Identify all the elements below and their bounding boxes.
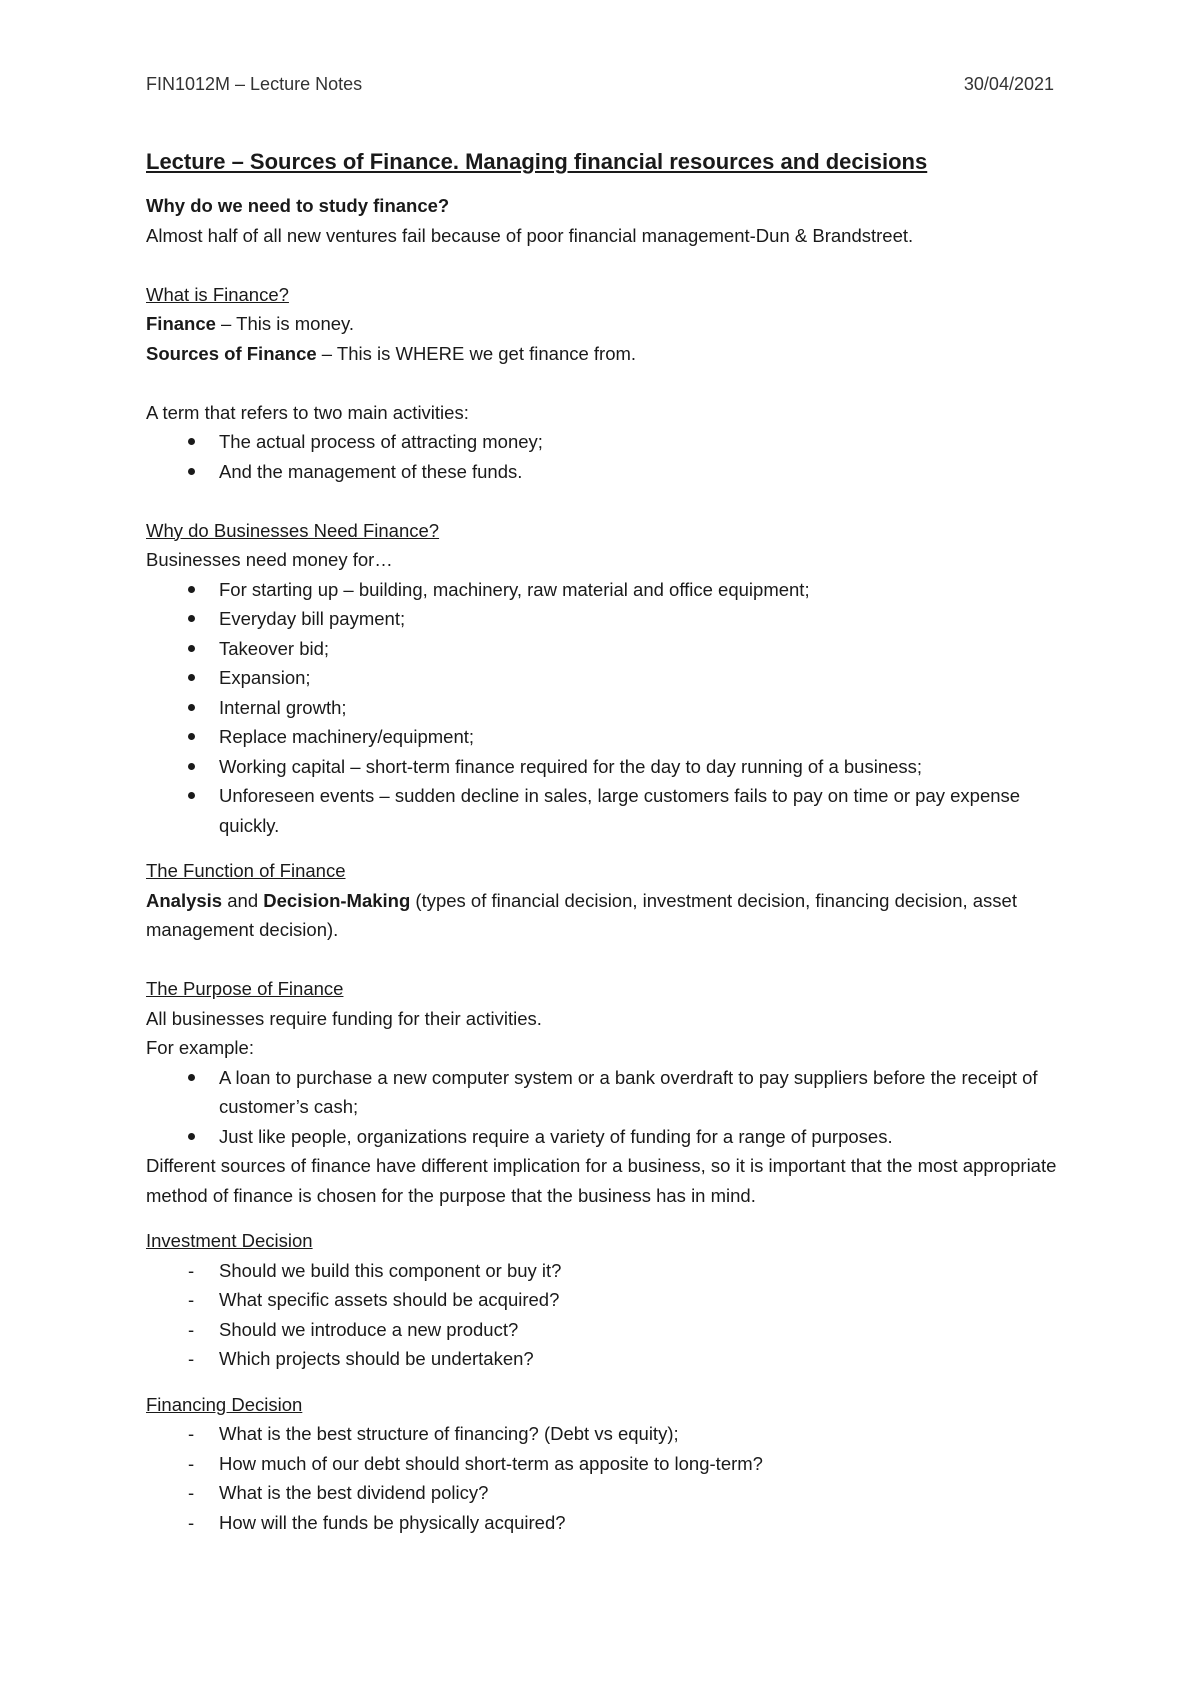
list-item: Just like people, organizations require a variety of funding for a range of purposes. [146, 1122, 1066, 1152]
business-needs-list [146, 575, 1066, 841]
list-item: Everyday bill payment; [146, 604, 1066, 634]
list-item: For starting up – building, machinery, raw material and office equipment; [146, 575, 1066, 605]
function-term-analysis: Analysis [146, 889, 223, 911]
list-item: - How will the funds be physically acquired? [146, 1508, 1066, 1538]
function-heading: The Function of Finance [146, 860, 346, 881]
why-businesses-intro: Businesses need money for… [146, 549, 393, 570]
purpose-closing: Different sources of finance have different implication for a business, so it is important that the most appropriate method of finance is chosen for the purpose that the business has in mind. [146, 1155, 1057, 1206]
header-course: FIN1012M – Lecture Notes [146, 74, 363, 94]
purpose-list [146, 1063, 1066, 1152]
function-and: and [222, 889, 264, 911]
financing-list [146, 1419, 1066, 1537]
list-item: - What is the best dividend policy? [146, 1478, 1066, 1508]
term-intro: A term that refers to two main activities: [146, 401, 469, 423]
purpose-line2: For example: [146, 1037, 254, 1058]
finance-def: – This is money. [215, 313, 355, 334]
list-item: - Which projects should be undertaken? [146, 1344, 1066, 1374]
sources-term: Sources of Finance [146, 342, 317, 364]
sources-def: – This is WHERE we get finance from. [316, 342, 637, 364]
activities-list [146, 427, 1066, 486]
list-item: - What is the best structure of financing? (Debt vs equity); [146, 1419, 1066, 1449]
function-text [146, 886, 1066, 945]
finance-definition [146, 309, 1066, 339]
list-item: - Should we introduce a new product? [146, 1315, 1066, 1345]
list-item: The actual process of attracting money; [146, 427, 1066, 457]
sources-definition [146, 339, 1066, 369]
list-item: Unforeseen events – sudden decline in sales, large customers fails to pay on time or pay expense quickly. [146, 781, 1066, 840]
list-item: And the management of these funds. [146, 457, 1066, 487]
what-is-heading: What is Finance? [146, 283, 289, 305]
list-item: A loan to purchase a new computer system or a bank overdraft to pay suppliers before the receipt of customer’s cash; [146, 1063, 1066, 1122]
list-item: - How much of our debt should short-term as apposite to long-term? [146, 1449, 1066, 1479]
document-body [146, 147, 1066, 1537]
header-date: 30/04/2021 [963, 74, 1054, 94]
function-rest: (types of financial decision, investment decision, financing decision, asset management decision). [146, 889, 1017, 940]
list-item: Replace machinery/equipment; [146, 722, 1066, 752]
purpose-line1: All businesses require funding for their activities. [146, 1007, 542, 1029]
list-item: - Should we build this component or buy it? [146, 1256, 1066, 1286]
list-item: Takeover bid; [146, 634, 1066, 664]
financing-heading: Financing Decision [146, 1393, 303, 1415]
list-item: Expansion; [146, 663, 1066, 693]
finance-term: Finance [146, 313, 216, 334]
why-study-text: Almost half of all new ventures fail because of poor financial management-Dun & Brandstreet. [146, 224, 914, 246]
lecture-title: Lecture – Sources of Finance. Managing financial resources and decisions [146, 149, 928, 174]
why-businesses-heading: Why do Businesses Need Finance? [146, 519, 440, 541]
page-header [146, 74, 1054, 95]
why-study-heading: Why do we need to study finance? [146, 195, 450, 216]
purpose-heading: The Purpose of Finance [146, 978, 344, 999]
list-item: Internal growth; [146, 693, 1066, 723]
list-item: Working capital – short-term finance required for the day to day running of a business; [146, 752, 1066, 782]
function-term-decision: Decision-Making [263, 889, 411, 911]
investment-list [146, 1256, 1066, 1374]
investment-heading: Investment Decision [146, 1230, 313, 1251]
list-item: - What specific assets should be acquired? [146, 1285, 1066, 1315]
